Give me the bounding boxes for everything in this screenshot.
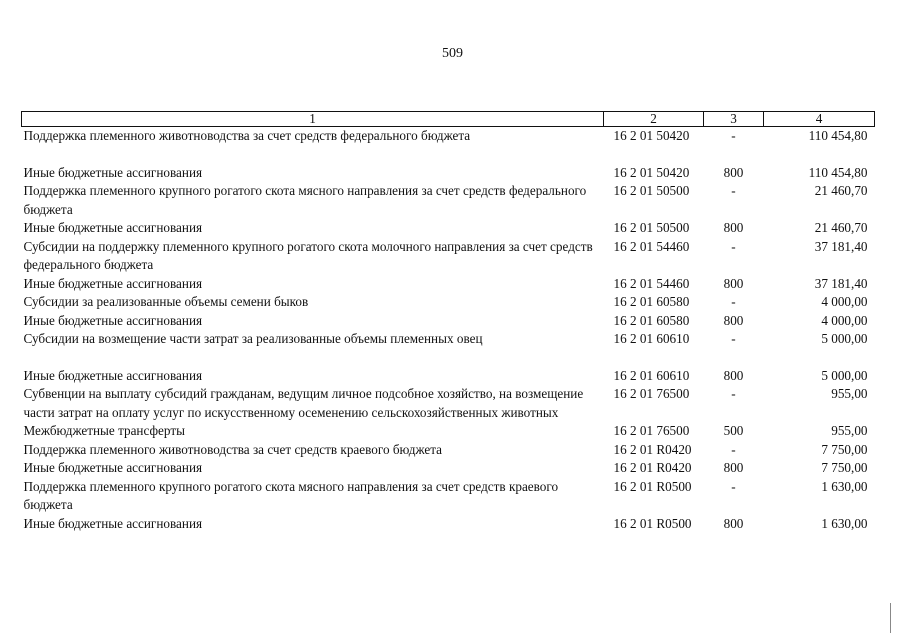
row-code: 16 2 01 54460 — [613, 238, 690, 254]
row-type: 800 — [723, 515, 744, 531]
page-number: 509 — [442, 46, 463, 61]
table-header-row — [22, 112, 875, 127]
header-col-2: 2 — [604, 112, 704, 127]
budget-table — [21, 111, 875, 533]
row-name: Межбюджетные трансферты — [23, 423, 185, 438]
header-col-1: 1 — [22, 112, 604, 127]
row-type: 800 — [723, 367, 744, 383]
row-name: Иные бюджетные ассигнования — [23, 275, 203, 291]
row-code: 16 2 01 60580 — [613, 312, 690, 328]
table-row — [22, 312, 875, 331]
row-amount: 955,00 — [831, 386, 868, 401]
row-amount: 1 630,00 — [821, 478, 868, 494]
row-amount: 110 454,80 — [808, 128, 868, 143]
row-name: Иные бюджетные ассигнования — [23, 164, 203, 180]
row-code: 16 2 01 50500 — [613, 183, 690, 198]
row-amount: 4 000,00 — [821, 294, 868, 309]
row-name: Поддержка племенного крупного рогатого скота мясного направления за счет средств краевого бюджета — [23, 478, 559, 512]
row-name: Иные бюджетные ассигнования — [23, 312, 203, 328]
row-code: 16 2 01 R0420 — [613, 441, 692, 457]
table-row — [22, 478, 875, 515]
row-name: Иные бюджетные ассигнования — [23, 220, 203, 235]
row-type: 500 — [723, 423, 744, 438]
row-code: 16 2 01 60610 — [613, 331, 690, 346]
row-amount: 5 000,00 — [821, 331, 868, 346]
row-name: Поддержка племенного животноводства за счет средств федерального бюджета — [23, 128, 471, 143]
row-code: 16 2 01 60610 — [613, 367, 690, 383]
row-amount: 4 000,00 — [821, 312, 868, 328]
row-name: Субвенции на выплату субсидий гражданам, ведущим личное подсобное хозяйство, на возмещение части затрат на оплату услуг по искусственному осеменению сельскохозяйственных животных — [23, 386, 584, 420]
row-name: Субсидии на поддержку племенного крупного рогатого скота молочного направления за счет средств федерального бюджета — [23, 238, 593, 272]
row-amount: 37 181,40 — [814, 275, 868, 291]
scan-edge-mark — [890, 603, 891, 633]
row-amount: 955,00 — [831, 423, 868, 438]
row-amount: 1 630,00 — [821, 515, 868, 531]
row-name: Субсидии за реализованные объемы семени быков — [23, 294, 309, 309]
row-type: 800 — [723, 275, 744, 291]
row-type: - — [731, 183, 736, 198]
table-row — [22, 459, 875, 478]
row-type: 800 — [723, 164, 744, 180]
row-amount: 7 750,00 — [821, 441, 868, 457]
row-code: 16 2 01 50500 — [613, 220, 690, 235]
table-row — [22, 422, 875, 441]
row-code: 16 2 01 50420 — [613, 164, 690, 180]
row-amount: 37 181,40 — [814, 238, 868, 254]
row-type: - — [731, 478, 736, 494]
row-code: 16 2 01 R0420 — [613, 460, 692, 475]
table-row — [22, 219, 875, 238]
row-amount: 110 454,80 — [808, 164, 868, 180]
row-code: 16 2 01 54460 — [613, 275, 690, 291]
row-code: 16 2 01 R0500 — [613, 478, 692, 494]
table-row — [22, 367, 875, 386]
row-name: Иные бюджетные ассигнования — [23, 460, 203, 475]
table-row — [22, 275, 875, 294]
row-amount: 21 460,70 — [814, 220, 868, 235]
header-col-3: 3 — [704, 112, 764, 127]
table-row — [22, 441, 875, 460]
row-name: Субсидии на возмещение части затрат за реализованные объемы племенных овец — [23, 331, 483, 346]
row-type: - — [731, 331, 736, 346]
row-code: 16 2 01 50420 — [613, 128, 690, 143]
table-row — [22, 127, 875, 164]
row-amount: 21 460,70 — [814, 183, 868, 198]
row-name: Иные бюджетные ассигнования — [23, 515, 203, 531]
table-row — [22, 515, 875, 534]
table-row — [22, 293, 875, 312]
row-type: - — [731, 294, 736, 309]
row-name: Поддержка племенного крупного рогатого скота мясного направления за счет средств федерального бюджета — [23, 183, 587, 217]
row-code: 16 2 01 76500 — [613, 386, 690, 401]
row-type: 800 — [723, 460, 744, 475]
header-col-4: 4 — [764, 112, 875, 127]
row-code: 16 2 01 76500 — [613, 423, 690, 438]
table-row — [22, 330, 875, 367]
row-amount: 7 750,00 — [821, 460, 868, 475]
row-type: 800 — [723, 220, 744, 235]
row-type: - — [731, 386, 736, 401]
table-row — [22, 238, 875, 275]
table-row — [22, 164, 875, 183]
row-amount: 5 000,00 — [821, 367, 868, 383]
row-type: - — [731, 441, 736, 457]
row-code: 16 2 01 60580 — [613, 294, 690, 309]
row-type: 800 — [723, 312, 744, 328]
row-type: - — [731, 128, 736, 143]
table-row — [22, 182, 875, 219]
row-code: 16 2 01 R0500 — [613, 515, 692, 531]
row-type: - — [731, 238, 736, 254]
row-name: Иные бюджетные ассигнования — [23, 367, 203, 383]
row-name: Поддержка племенного животноводства за счет средств краевого бюджета — [23, 441, 443, 457]
table-row — [22, 385, 875, 422]
